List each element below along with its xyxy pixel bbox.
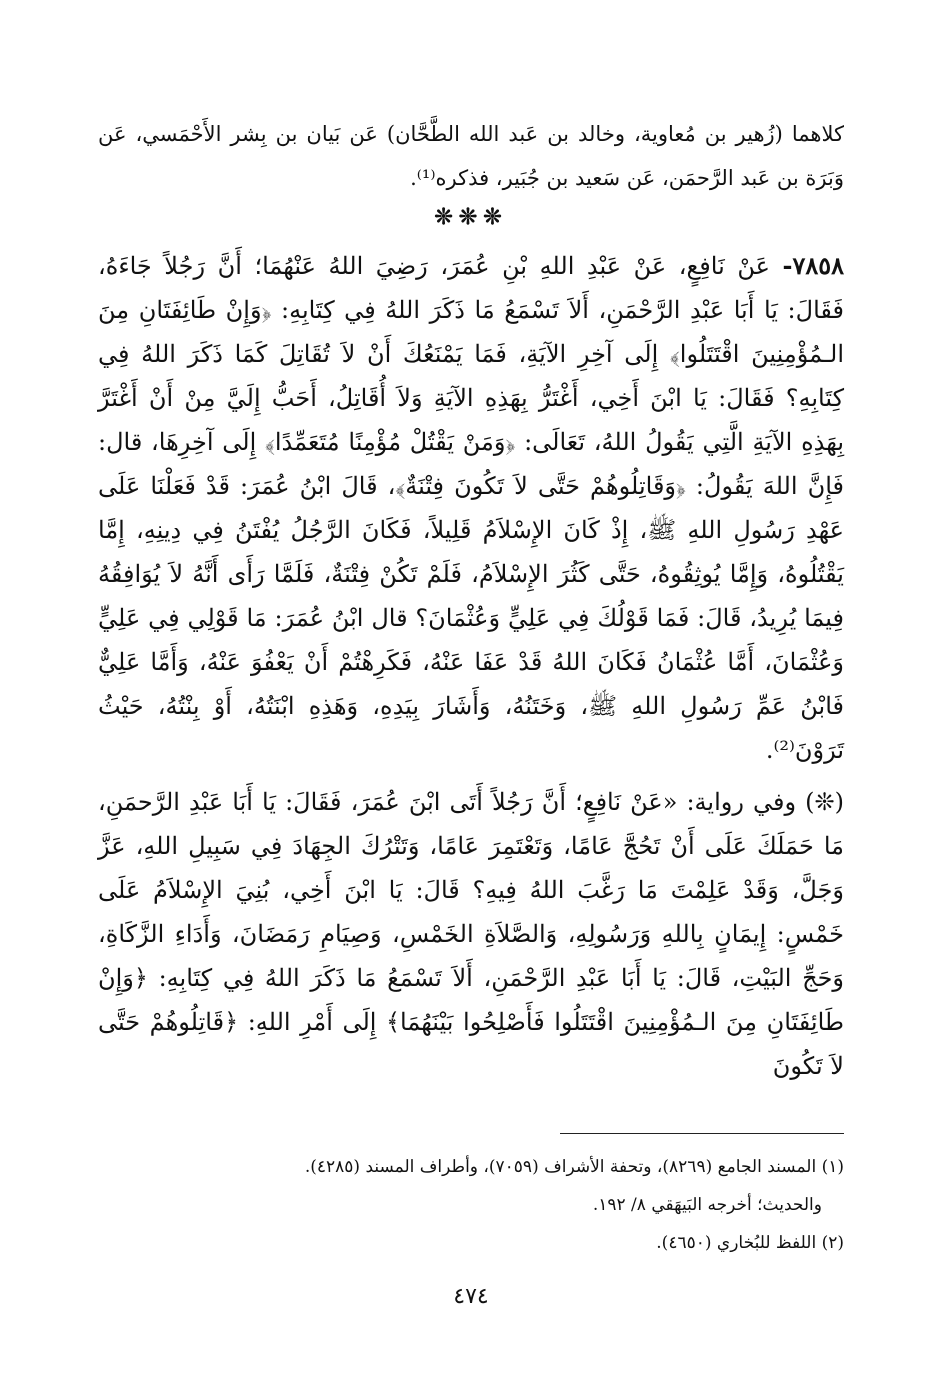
intro-paragraph: كلاهما (زُهير بن مُعاوية، وخالد بن عَبد الله الطَّحَّان) عَن بَيان بن بِشر الأَحْمَسي، عَن وَبَرَة بن عَبد الرَّحمَن، عَن سَعيد بن جُبَير، فذكره⁽¹⁾. [98,122,844,190]
hadith-paragraph [98,244,844,772]
footnote-divider [560,1133,844,1134]
footnotes [98,1148,844,1262]
riwaya-paragraph: (❊) وفي رواية: «عَنْ نَافِعٍ؛ أَنَّ رَجُلاً أَتَى ابْنَ عُمَرَ، فَقَالَ: يَا أَبَا عَبْدِ الرَّحمَنِ، مَا حَمَلَكَ عَلَى أَنْ تَحُجَّ عَامًا، وَتَعْتَمِرَ عَامًا، وَتَتْرُكَ الجِهَادَ فِي سَبِيلِ اللهِ، عَزَّ وَجَلَّ، وَقَدْ عَلِمْتَ مَا رَغَّبَ اللهُ فِيهِ؟ قَالَ: يَا ابْنَ أَخِي، بُنِيَ الإِسْلاَمُ عَلَى خَمْسٍ: إِيمَانٍ بِاللهِ وَرَسُولِهِ، وَالصَّلاَةِ الخَمْسِ، وَصِيَامِ رَمَضَانَ، وَأَدَاءِ الزَّكَاةِ، وَحَجِّ البَيْتِ، قَالَ: يَا أَبَا عَبْدِ الرَّحْمَنِ، أَلاَ تَسْمَعُ مَا ذَكَرَ اللهُ فِي كِتَابِهِ: ﴿وَإِنْ طَائِفَتَانِ مِنَ الـمُؤْمِنِينَ اقْتَتَلُوا فَأَصْلِحُوا بَيْنَهُمَا﴾ إِلَى أَمْرِ اللهِ: ﴿قَاتِلُوهُمْ حَتَّى لاَ تَكُونَ [98,788,845,1080]
hadith-text: عَنْ نَافِعٍ، عَنْ عَبْدِ اللهِ بْنِ عُمَرَ، رَضِيَ اللهُ عَنْهُمَا؛ أَنَّ رَجُلاً جَاءَهُ، فَقَالَ: يَا أَبَا عَبْدِ الرَّحْمَنِ، أَلاَ تَسْمَعُ مَا ذَكَرَ اللهُ فِي كِتَابِهِ: ﴿وَإِنْ طَائِفَتَانِ مِنَ الـمُؤْمِنِينَ اقْتَتَلُوا﴾ إِلَى آخِرِ الآيَةِ، فَمَا يَمْنَعُكَ أَنْ لاَ تُقَاتِلَ كَمَا ذَكَرَ اللهُ فِي كِتَابِهِ؟ فَقَالَ: يَا ابْنَ أَخِي، أَغْتَرُّ بِهَذِهِ الآيَةِ وَلاَ أُقَاتِلُ، أَحَبُّ إِلَيَّ مِنْ أَنْ أَغْتَرَّ بِهَذِهِ الآيَةِ الَّتِي يَقُولُ اللهُ، تَعَالَى: ﴿وَمَنْ يَقْتُلْ مُؤْمِنًا مُتَعَمِّدًا﴾ إِلَى آخِرِهَا، قال: فَإِنَّ اللهَ يَقُولُ: ﴿وَقَاتِلُوهُمْ حَتَّى لاَ تَكُونَ فِتْنَةٌ﴾، قَالَ ابْنُ عُمَرَ: قَدْ فَعَلْنَا عَلَى عَهْدِ رَسُولِ اللهِ ﷺ، إِذْ كَانَ الإِسْلاَمُ قَلِيلاً، فَكَانَ الرَّجُلُ يُفْتَنُ فِي دِينِهِ، إِمَّا يَقْتُلُوهُ، وَإِمَّا يُوثِقُوهُ، حَتَّى كَثُرَ الإِسْلاَمُ، فَلَمْ تَكُنْ فِتْنَةٌ، فَلَمَّا رَأَى أَنَّهُ لاَ يُوَافِقُهُ فِيمَا يُرِيدُ، قَالَ: فَمَا قَوْلُكَ فِي عَلِيٍّ وَعُثْمَانَ؟ قال ابْنُ عُمَرَ: مَا قَوْلِي فِي عَلِيٍّ وَعُثْمَانَ، أَمَّا عُثْمَانُ فَكَانَ اللهُ قَدْ عَفَا عَنْهُ، فَكَرِهْتُمْ أَنْ يَعْفُوَ عَنْهُ، وَأَمَّا عَلِيٌّ فَابْنُ عَمِّ رَسُولِ اللهِ ﷺ، وَخَتَنُهُ، وَأَشَارَ بِيَدِهِ، وَهَذِهِ ابْنَتُهُ، أَوْ بِنْتُهُ، حَيْثُ تَرَوْنَ⁽²⁾. [98,252,845,764]
footnote-1-continuation: والحديث؛ أخرجه البَيهَقي ٨/ ١٩٢. [592,1195,822,1215]
footnote-1: (١) المسند الجامع (٨٢٦٩)، وتحفة الأشراف (٧٠٥٩)، وأطراف المسند (٤٢٨٥). [304,1157,844,1177]
hadith-number: ٧٨٥٨- [782,251,844,280]
section-separator: ❊❊❊ [434,204,508,230]
page-body [98,112,844,1088]
footnote-2: (٢) اللفظ للبُخاري (٤٦٥٠). [656,1233,844,1253]
page-number: ٤٧٤ [453,1284,489,1309]
